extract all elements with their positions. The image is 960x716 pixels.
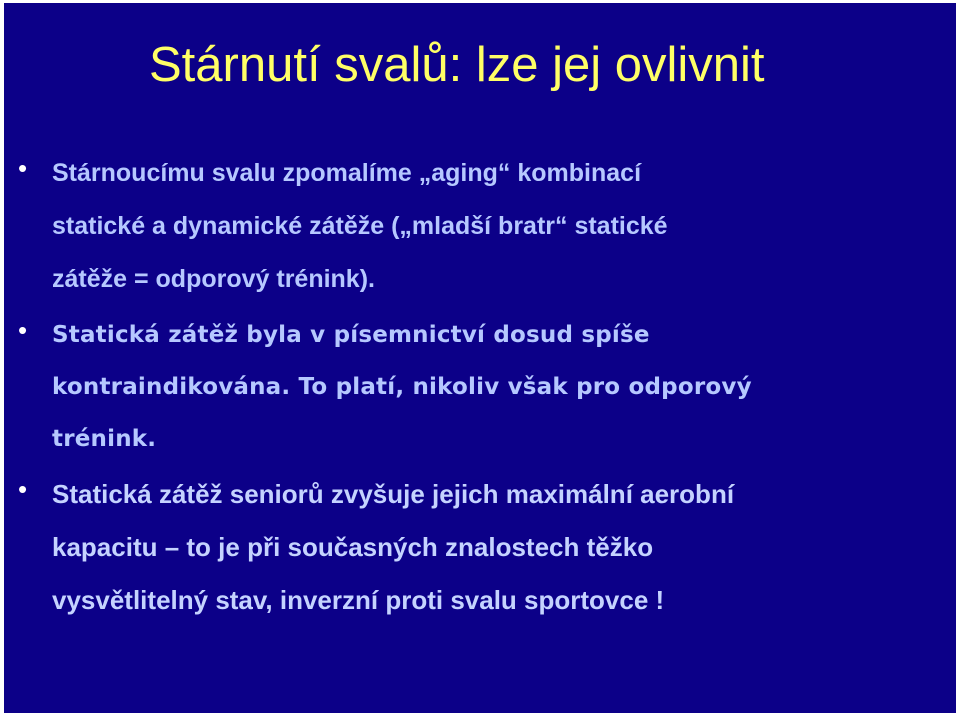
bullet-marker: • xyxy=(18,153,28,183)
slide xyxy=(4,3,956,713)
bullet-marker: • xyxy=(18,315,28,345)
slide-title: Stárnutí svalů: lze jej ovlivnit xyxy=(149,38,765,92)
bullet-marker: • xyxy=(18,474,28,504)
bullet-text-2: Statická zátěž byla v písemnictví dosud spíše kontraindikována. To platí, nikoliv však pro odporový trénink. xyxy=(52,322,752,452)
bullet-text-1: Stárnoucímu svalu zpomalíme „aging“ kombinací statické a dynamické zátěže („mladší bratr“ statické zátěže = odporový trénink). xyxy=(52,159,668,293)
bullet-text-3: Statická zátěž seniorů zvyšuje jejich maximální aerobní kapacitu – to je při současných znalostech těžko vysvětlitelný stav, inverzní proti svalu sportovce ! xyxy=(52,479,735,615)
